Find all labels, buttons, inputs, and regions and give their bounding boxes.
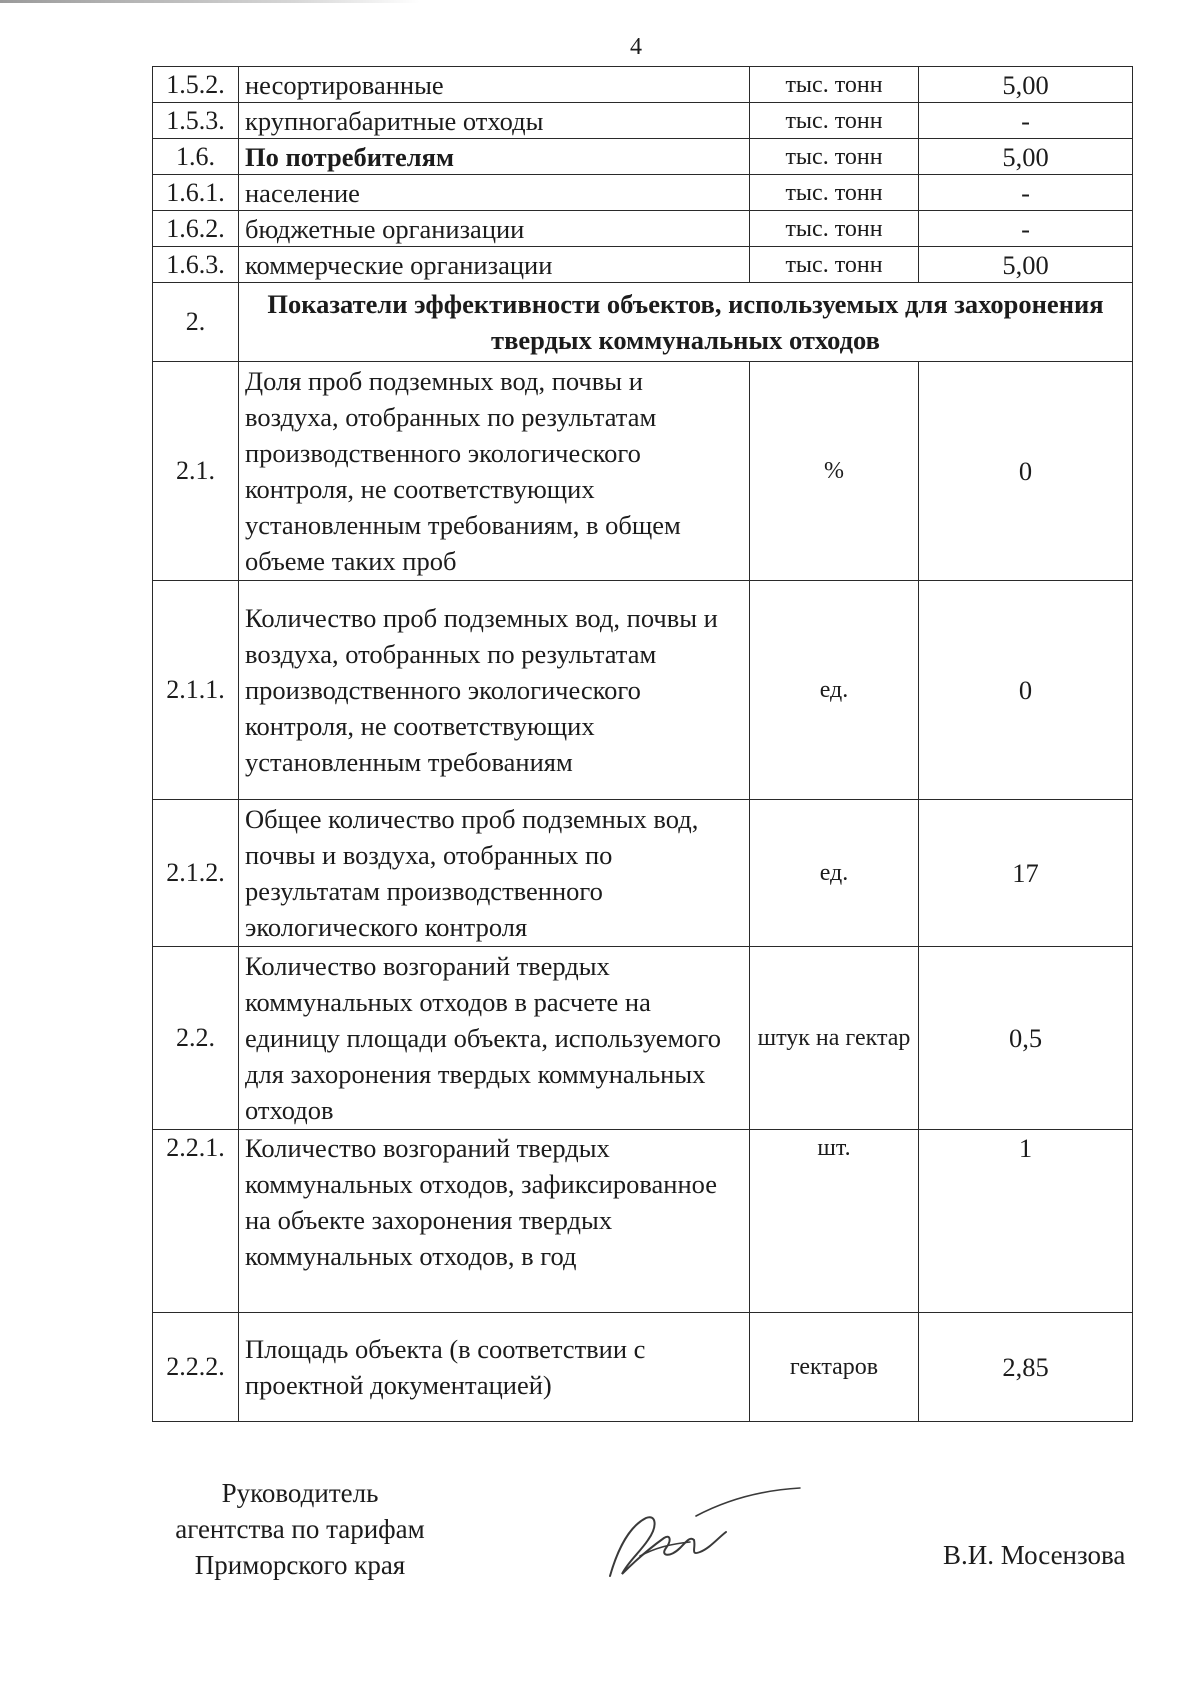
- row-name: несортированные: [239, 67, 750, 103]
- row-value: 5,00: [919, 67, 1133, 103]
- row-number: 2.1.: [153, 362, 239, 581]
- row-number: 2.1.1.: [153, 581, 239, 800]
- table-row: [153, 247, 1133, 283]
- row-value: 17: [919, 800, 1133, 947]
- row-unit: тыс. тонн: [750, 67, 919, 103]
- row-number: 1.6.3.: [153, 247, 239, 283]
- table-row: [153, 800, 1133, 947]
- table-row: [153, 581, 1133, 800]
- table-row: [153, 67, 1133, 103]
- signatory-title-line: Руководитель: [221, 1478, 379, 1508]
- signatory-title: [150, 1475, 450, 1583]
- section-number: 2.: [153, 283, 239, 362]
- table-row: [153, 211, 1133, 247]
- row-unit: тыс. тонн: [750, 103, 919, 139]
- page-number: 4: [630, 34, 642, 60]
- row-unit: тыс. тонн: [750, 211, 919, 247]
- row-number: 2.2.1.: [153, 1130, 239, 1313]
- row-number: 2.2.: [153, 947, 239, 1130]
- row-name: Количество проб подземных вод, почвы и воздуха, отобранных по результатам производственного экологического контроля, не соответствующих установленным требованиям: [239, 581, 750, 800]
- signatory-title-line: агентства по тарифам: [175, 1514, 425, 1544]
- table-row: [153, 139, 1133, 175]
- row-value: 0,5: [919, 947, 1133, 1130]
- row-unit: %: [750, 362, 919, 581]
- row-unit: гектаров: [750, 1313, 919, 1422]
- row-value: 0: [919, 581, 1133, 800]
- row-unit: шт.: [750, 1130, 919, 1313]
- table-row: [153, 1130, 1133, 1313]
- row-unit: тыс. тонн: [750, 247, 919, 283]
- row-value: 1: [919, 1130, 1133, 1313]
- row-number: 2.2.2.: [153, 1313, 239, 1422]
- table-row: [153, 362, 1133, 581]
- section-title: Показатели эффективности объектов, используемых для захоронения твердых коммунальных отходов: [239, 283, 1133, 362]
- table-row: [153, 175, 1133, 211]
- row-name: Общее количество проб подземных вод, почвы и воздуха, отобранных по результатам производственного экологического контроля: [239, 800, 750, 947]
- handwritten-signature: [600, 1478, 810, 1598]
- row-number: 2.1.2.: [153, 800, 239, 947]
- row-name: население: [239, 175, 750, 211]
- row-unit: штук на гектар: [750, 947, 919, 1130]
- row-number: 1.6.: [153, 139, 239, 175]
- row-number: 1.5.2.: [153, 67, 239, 103]
- row-value: 0: [919, 362, 1133, 581]
- row-number: 1.6.1.: [153, 175, 239, 211]
- row-name: крупногабаритные отходы: [239, 103, 750, 139]
- row-name: бюджетные организации: [239, 211, 750, 247]
- section-header-row: [153, 283, 1133, 362]
- row-name: Доля проб подземных вод, почвы и воздуха, отобранных по результатам производственного экологического контроля, не соответствующих установленным требованиям, в общем объеме таких проб: [239, 362, 750, 581]
- row-name: Площадь объекта (в соответствии с проектной документацией): [239, 1313, 750, 1422]
- row-unit: тыс. тонн: [750, 139, 919, 175]
- row-value: 5,00: [919, 247, 1133, 283]
- table-row: [153, 103, 1133, 139]
- signatory-title-line: Приморского края: [194, 1550, 406, 1580]
- row-name: Количество возгораний твердых коммунальных отходов, зафиксированное на объекте захоронения твердых коммунальных отходов, в год: [239, 1130, 750, 1313]
- table-row: [153, 1313, 1133, 1422]
- signatory-name: В.И. Мосензова: [943, 1540, 1126, 1570]
- row-value: -: [919, 211, 1133, 247]
- row-unit: ед.: [750, 800, 919, 947]
- row-value: -: [919, 175, 1133, 211]
- row-number: 1.6.2.: [153, 211, 239, 247]
- row-value: 5,00: [919, 139, 1133, 175]
- row-unit: ед.: [750, 581, 919, 800]
- indicators-table: [152, 66, 1133, 1422]
- row-name: коммерческие организации: [239, 247, 750, 283]
- row-unit: тыс. тонн: [750, 175, 919, 211]
- row-name: По потребителям: [239, 139, 750, 175]
- row-name: Количество возгораний твердых коммунальных отходов в расчете на единицу площади объекта, используемого для захоронения твердых коммунальных отходов: [239, 947, 750, 1130]
- table-row: [153, 947, 1133, 1130]
- row-number: 1.5.3.: [153, 103, 239, 139]
- row-value: 2,85: [919, 1313, 1133, 1422]
- row-value: -: [919, 103, 1133, 139]
- scan-edge-line: [0, 0, 420, 3]
